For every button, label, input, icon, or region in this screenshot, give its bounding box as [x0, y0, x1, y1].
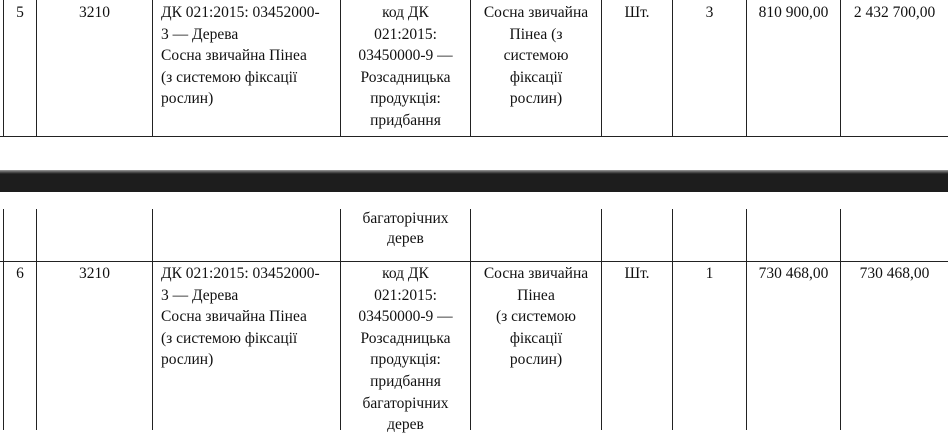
table-row-continuation [0, 210, 948, 262]
row-number: 5 [3, 0, 36, 136]
table-row-6 [0, 261, 948, 434]
empty-cell [36, 209, 152, 261]
quantity: 3 [672, 0, 746, 136]
empty-cell [840, 209, 948, 261]
budget-code: 3210 [36, 0, 152, 136]
item-name: Сосна звичайна Пінеа (з системою фіксації рослин) [470, 0, 601, 136]
category: код ДК 021:2015: 03450000-9 — Розсадницька продукція: придбання [340, 0, 470, 136]
dk-item: ДК 021:2015: 03452000- 3 — Дерева Сосна звичайна Пінеа (з системою фіксації рослин) [152, 0, 340, 136]
unit: Шт. [601, 0, 672, 136]
total: 730 468,00 [840, 261, 948, 430]
dk-item: ДК 021:2015: 03452000- 3 — Дерева Сосна звичайна Пінеа (з системою фіксації рослин) [152, 261, 340, 430]
empty-cell [152, 209, 340, 261]
table-row-5 [0, 0, 948, 137]
empty-cell [601, 209, 672, 261]
unit-price: 730 468,00 [746, 261, 840, 430]
row-number: 6 [3, 261, 36, 430]
empty-cell [746, 209, 840, 261]
budget-code: 3210 [36, 261, 152, 430]
empty-cell [3, 209, 36, 261]
item-name: Сосна звичайна Пінеа (з системою фіксації рослин) [470, 261, 601, 430]
unit: Шт. [601, 261, 672, 430]
empty-cell [470, 209, 601, 261]
category-continuation: багаторічних дерев [340, 209, 470, 261]
category: код ДК 021:2015: 03450000-9 — Розсадницька продукція: придбання багаторічних дерев [340, 261, 470, 430]
page-separator [0, 170, 948, 192]
total: 2 432 700,00 [840, 0, 948, 136]
quantity: 1 [672, 261, 746, 430]
unit-price: 810 900,00 [746, 0, 840, 136]
empty-cell [672, 209, 746, 261]
